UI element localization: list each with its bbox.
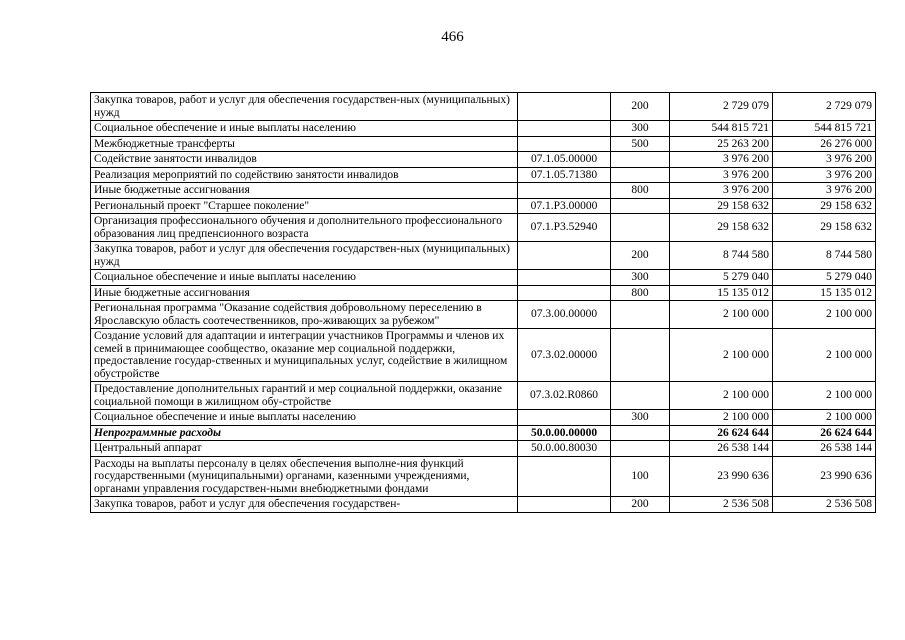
row-amount-year1-cell: 2 100 000 <box>670 301 773 329</box>
table-row <box>91 301 876 329</box>
row-amount-year1-cell: 26 624 644 <box>670 425 773 441</box>
row-amount-year1-cell: 3 976 200 <box>670 183 773 199</box>
row-code-cell <box>518 497 611 513</box>
row-code-cell: 50.0.00.00000 <box>518 425 611 441</box>
row-expense-type-cell: 300 <box>611 121 670 137</box>
table-row <box>91 425 876 441</box>
row-name-cell: Непрограммные расходы <box>91 425 518 441</box>
row-amount-year1-cell: 29 158 632 <box>670 198 773 214</box>
row-name-cell: Закупка товаров, работ и услуг для обеспечения государствен-ных (муниципальных) нужд <box>91 242 518 270</box>
table-row <box>91 410 876 426</box>
row-name-cell: Закупка товаров, работ и услуг для обеспечения государствен-ных (муниципальных) нужд <box>91 93 518 121</box>
row-amount-year1-cell: 2 729 079 <box>670 93 773 121</box>
row-amount-year1-cell: 544 815 721 <box>670 121 773 137</box>
table-row <box>91 121 876 137</box>
row-name-cell: Региональный проект "Старшее поколение" <box>91 198 518 214</box>
row-code-cell: 07.1.P3.00000 <box>518 198 611 214</box>
row-expense-type-cell <box>611 198 670 214</box>
row-expense-type-cell <box>611 441 670 457</box>
row-code-cell <box>518 285 611 301</box>
row-name-cell: Иные бюджетные ассигнования <box>91 285 518 301</box>
row-amount-year2-cell: 26 624 644 <box>773 425 876 441</box>
row-amount-year1-cell: 25 263 200 <box>670 136 773 152</box>
row-amount-year1-cell: 2 100 000 <box>670 382 773 410</box>
row-code-cell: 07.3.00.00000 <box>518 301 611 329</box>
row-expense-type-cell <box>611 152 670 168</box>
table-row <box>91 93 876 121</box>
row-amount-year1-cell: 2 100 000 <box>670 410 773 426</box>
table-row <box>91 441 876 457</box>
budget-table-body <box>91 93 876 513</box>
row-name-cell: Закупка товаров, работ и услуг для обеспечения государствен- <box>91 497 518 513</box>
row-expense-type-cell <box>611 214 670 242</box>
row-amount-year1-cell: 26 538 144 <box>670 441 773 457</box>
row-amount-year2-cell: 26 538 144 <box>773 441 876 457</box>
row-expense-type-cell: 300 <box>611 410 670 426</box>
row-code-cell <box>518 136 611 152</box>
row-amount-year2-cell: 3 976 200 <box>773 183 876 199</box>
table-row <box>91 270 876 286</box>
row-amount-year1-cell: 5 279 040 <box>670 270 773 286</box>
table-row <box>91 242 876 270</box>
table-row <box>91 497 876 513</box>
row-name-cell: Организация профессионального обучения и дополнительного профессионального образования лиц предпенсионного возраста <box>91 214 518 242</box>
row-name-cell: Региональная программа "Оказание содействия добровольному переселению в Ярославскую область соотечественников, про-живающих за рубежом" <box>91 301 518 329</box>
row-name-cell: Расходы на выплаты персоналу в целях обеспечения выполне-ния функций государственными (муниципальными) органами, казенными учреждениями, органами управления государствен-ными внебюджетными фондами <box>91 456 518 497</box>
row-code-cell: 07.1.05.00000 <box>518 152 611 168</box>
table-row <box>91 382 876 410</box>
row-name-cell: Предоставление дополнительных гарантий и мер социальной поддержки, оказание социальной помощи в жилищном обу-стройстве <box>91 382 518 410</box>
row-name-cell: Межбюджетные трансферты <box>91 136 518 152</box>
row-expense-type-cell <box>611 301 670 329</box>
row-code-cell <box>518 270 611 286</box>
row-amount-year1-cell: 3 976 200 <box>670 167 773 183</box>
row-code-cell: 07.1.P3.52940 <box>518 214 611 242</box>
row-name-cell: Социальное обеспечение и иные выплаты населению <box>91 270 518 286</box>
row-expense-type-cell <box>611 167 670 183</box>
row-expense-type-cell: 300 <box>611 270 670 286</box>
row-amount-year2-cell: 2 100 000 <box>773 382 876 410</box>
row-name-cell: Создание условий для адаптации и интеграции участников Программы и членов их семей в принимающее сообщество, оказание мер социальной поддержки, предоставление государ-ственных и муниципальных услуг, содействие в жилищном обустройстве <box>91 329 518 382</box>
row-expense-type-cell <box>611 329 670 382</box>
row-code-cell: 07.3.02.00000 <box>518 329 611 382</box>
table-row <box>91 285 876 301</box>
row-amount-year2-cell: 26 276 000 <box>773 136 876 152</box>
row-expense-type-cell: 800 <box>611 285 670 301</box>
table-row <box>91 329 876 382</box>
row-amount-year1-cell: 3 976 200 <box>670 152 773 168</box>
row-expense-type-cell <box>611 425 670 441</box>
row-name-cell: Социальное обеспечение и иные выплаты населению <box>91 121 518 137</box>
row-amount-year2-cell: 2 100 000 <box>773 410 876 426</box>
row-amount-year2-cell: 2 536 508 <box>773 497 876 513</box>
table-row <box>91 136 876 152</box>
table-row <box>91 214 876 242</box>
row-name-cell: Реализация мероприятий по содействию занятости инвалидов <box>91 167 518 183</box>
row-amount-year1-cell: 2 536 508 <box>670 497 773 513</box>
row-amount-year2-cell: 2 100 000 <box>773 329 876 382</box>
row-amount-year2-cell: 29 158 632 <box>773 214 876 242</box>
row-amount-year2-cell: 29 158 632 <box>773 198 876 214</box>
row-name-cell: Содействие занятости инвалидов <box>91 152 518 168</box>
budget-table <box>90 92 876 513</box>
row-code-cell <box>518 242 611 270</box>
table-row <box>91 183 876 199</box>
row-amount-year2-cell: 15 135 012 <box>773 285 876 301</box>
row-code-cell <box>518 93 611 121</box>
row-name-cell: Социальное обеспечение и иные выплаты населению <box>91 410 518 426</box>
row-expense-type-cell: 200 <box>611 93 670 121</box>
table-row <box>91 198 876 214</box>
row-code-cell: 07.3.02.R0860 <box>518 382 611 410</box>
row-expense-type-cell: 500 <box>611 136 670 152</box>
row-expense-type-cell: 100 <box>611 456 670 497</box>
row-expense-type-cell <box>611 382 670 410</box>
row-expense-type-cell: 200 <box>611 242 670 270</box>
row-amount-year2-cell: 3 976 200 <box>773 152 876 168</box>
row-amount-year2-cell: 5 279 040 <box>773 270 876 286</box>
row-amount-year1-cell: 8 744 580 <box>670 242 773 270</box>
row-code-cell <box>518 456 611 497</box>
row-amount-year1-cell: 29 158 632 <box>670 214 773 242</box>
row-code-cell <box>518 410 611 426</box>
row-code-cell: 50.0.00.80030 <box>518 441 611 457</box>
row-code-cell <box>518 183 611 199</box>
row-code-cell <box>518 121 611 137</box>
row-expense-type-cell: 800 <box>611 183 670 199</box>
row-expense-type-cell: 200 <box>611 497 670 513</box>
table-row <box>91 167 876 183</box>
table-row <box>91 456 876 497</box>
table-row <box>91 152 876 168</box>
row-amount-year2-cell: 2 100 000 <box>773 301 876 329</box>
row-amount-year2-cell: 23 990 636 <box>773 456 876 497</box>
row-amount-year2-cell: 544 815 721 <box>773 121 876 137</box>
row-amount-year2-cell: 3 976 200 <box>773 167 876 183</box>
row-name-cell: Центральный аппарат <box>91 441 518 457</box>
row-amount-year1-cell: 2 100 000 <box>670 329 773 382</box>
row-amount-year2-cell: 2 729 079 <box>773 93 876 121</box>
row-amount-year1-cell: 15 135 012 <box>670 285 773 301</box>
row-amount-year1-cell: 23 990 636 <box>670 456 773 497</box>
page-number: 466 <box>441 29 464 45</box>
row-amount-year2-cell: 8 744 580 <box>773 242 876 270</box>
row-code-cell: 07.1.05.71380 <box>518 167 611 183</box>
row-name-cell: Иные бюджетные ассигнования <box>91 183 518 199</box>
